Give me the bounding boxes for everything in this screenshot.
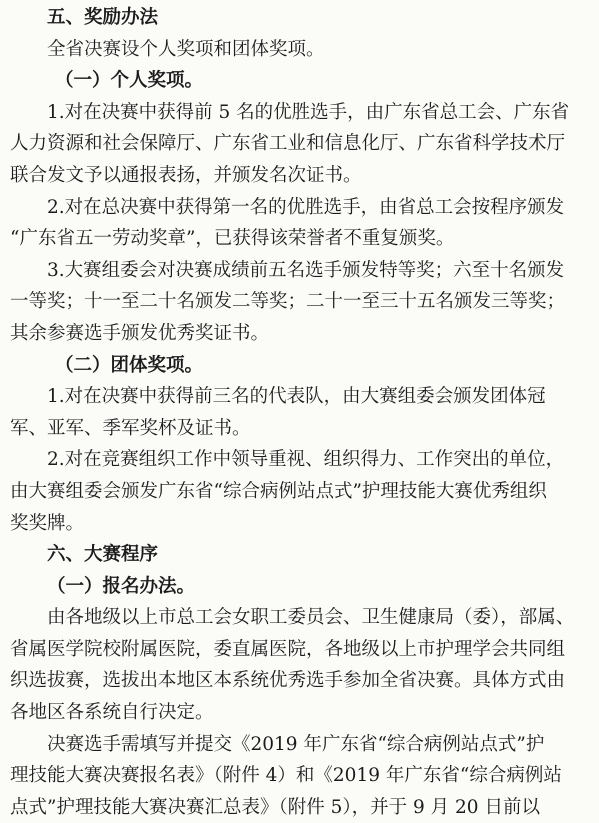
text-line: 省属医学院校附属医院，委直属医院，各地级以上市护理学会共同组 [10, 638, 566, 660]
text-line: 2.对在竞赛组织工作中领导重视、组织得力、工作突出的单位， [47, 449, 565, 471]
section-5-title: 五、奖励办法 [47, 7, 159, 28]
paragraph-team-1 [10, 381, 585, 444]
text-line: 由各地级以上市总工会女职工委员会、卫生健康局（委），部属、 [47, 607, 575, 629]
text-line: 人力资源和社会保障厅、广东省工业和信息化厅、广东省科学技术厅 [10, 133, 566, 155]
section-6-title: 六、大赛程序 [47, 544, 159, 566]
text-line: 1.对在决赛中获得前 5 名的优胜选手，由广东省总工会、广东省 [47, 101, 570, 123]
paragraph-individual-3 [10, 255, 585, 350]
text-line: 织选拔赛，选拔出本地区本系统优秀选手参加全省决赛。具体方式由 [10, 670, 566, 692]
text-line: 其余参赛选手颁发优秀奖证书。 [10, 322, 270, 344]
text-line: 一等奖；十一至二十名颁发二等奖；二十一至三十五名颁发三等奖； [10, 291, 566, 313]
paragraph-team-2 [10, 444, 585, 539]
section-6-sub-registration: （一）报名办法。 [47, 575, 196, 597]
text-line: 点式”护理技能大赛决赛汇总表》（附件 5），并于 9 月 20 日前以 [10, 796, 540, 818]
paragraph-individual-1 [10, 97, 585, 192]
text-line: 联合发文予以通报表扬，并颁发名次证书。 [10, 164, 362, 186]
text-line: 2.对在总决赛中获得第一名的优胜选手，由省总工会按程序颁发 [47, 196, 565, 218]
text-line: 各地区各系统自行决定。 [10, 702, 214, 724]
text-line: “广东省五一劳动奖章”，已获得该荣誉者不重复颁奖。 [10, 228, 455, 250]
paragraph-registration-1 [10, 602, 585, 728]
section-5-sub-team: （二）团体奖项。 [55, 354, 204, 376]
text-line: 3.大赛组委会对决赛成绩前五名选手颁发特等奖；六至十名颁发 [47, 259, 565, 281]
text-line: 理技能大赛决赛报名表》（附件 4）和《2019 年广东省“综合病例站 [10, 765, 562, 787]
text-line: 由大赛组委会颁发广东省“综合病例站点式”护理技能大赛优秀组织 [10, 480, 547, 502]
paragraph-registration-2 [10, 729, 585, 823]
text-line: 1.对在决赛中获得前三名的代表队，由大赛组委会颁发团体冠 [47, 386, 546, 408]
text-line: 决赛选手需填写并提交《2019 年广东省“综合病例站点式”护 [47, 733, 545, 755]
paragraph-individual-2 [10, 192, 585, 255]
text-line: 军、亚军、季军奖杯及证书。 [10, 417, 251, 439]
section-5-sub-individual: （一）个人奖项。 [55, 70, 204, 92]
text-line: 奖奖牌。 [10, 512, 85, 534]
section-5-intro: 全省决赛设个人奖项和团体奖项。 [47, 38, 325, 60]
